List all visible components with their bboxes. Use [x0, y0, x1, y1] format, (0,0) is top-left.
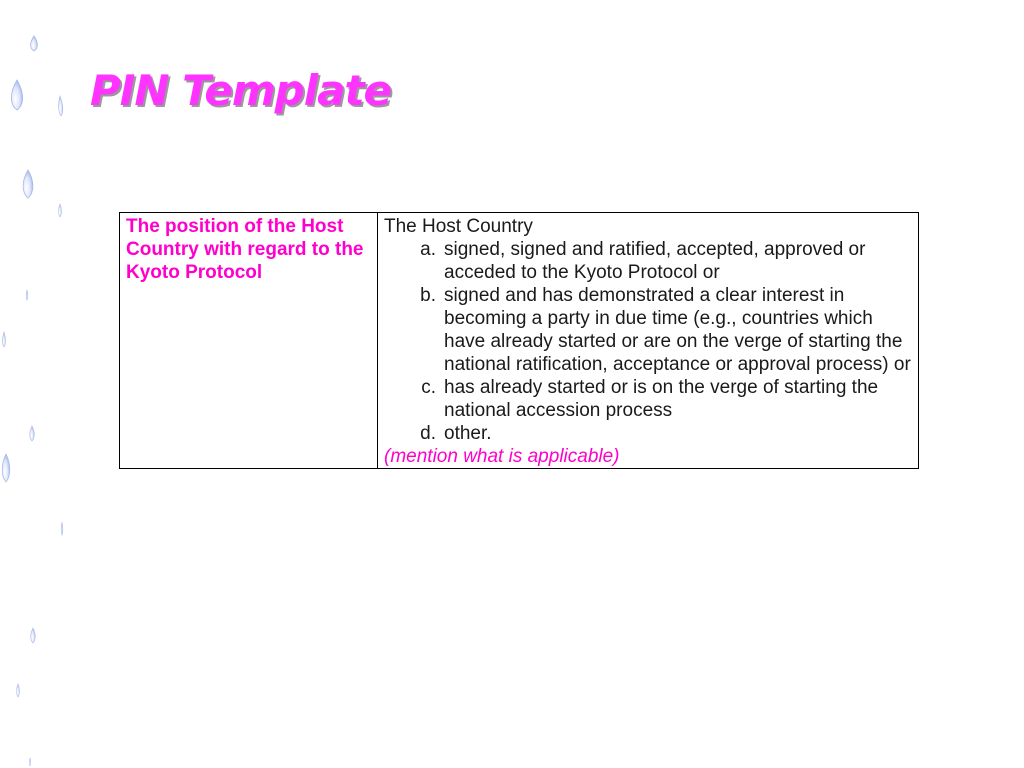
- option-text: signed and has demonstrated a clear interest in becoming a party in due time (e.g., countries which have already started or are on the verge of starting the national ratification, acceptance or approval process) or: [444, 285, 911, 375]
- water-drop-icon: [61, 522, 63, 535]
- water-drop-icon: [59, 204, 62, 217]
- slide-title: PIN Template: [90, 66, 392, 115]
- option-text: has already started or is on the verge of starting the national accession process: [444, 377, 879, 421]
- option-b: [384, 284, 912, 376]
- table-row: [120, 213, 919, 469]
- water-drop-icon: [23, 170, 33, 198]
- option-c: [384, 376, 912, 422]
- host-country-intro: The Host Country: [384, 216, 533, 237]
- water-drop-icon: [29, 758, 31, 766]
- water-drop-icon: [2, 454, 10, 482]
- option-d: [384, 422, 912, 445]
- water-drop-icon: [17, 684, 20, 697]
- water-drop-icon: [31, 628, 36, 643]
- applicability-note: (mention what is applicable): [384, 446, 620, 467]
- option-text: signed, signed and ratified, accepted, approved or acceded to the Kyoto Protocol or: [444, 239, 866, 283]
- option-marker: c.: [421, 377, 436, 398]
- water-drop-icon: [11, 80, 22, 110]
- option-text: other.: [444, 423, 492, 444]
- field-label: The position of the Host Country with regard to the Kyoto Protocol: [126, 216, 364, 283]
- option-marker: d.: [420, 423, 436, 444]
- option-a: [384, 238, 912, 284]
- option-marker: b.: [420, 285, 436, 306]
- option-list: [384, 238, 912, 445]
- water-drop-icon: [31, 36, 38, 51]
- pin-template-table: [119, 212, 919, 469]
- field-content-cell: [378, 213, 919, 469]
- water-drop-icon: [30, 426, 35, 441]
- water-drop-icon: [26, 290, 28, 300]
- water-drop-icon: [59, 96, 63, 116]
- field-label-cell: [120, 213, 378, 469]
- option-marker: a.: [420, 239, 436, 260]
- water-drop-icon: [3, 332, 6, 347]
- water-drops-decoration: [0, 0, 80, 768]
